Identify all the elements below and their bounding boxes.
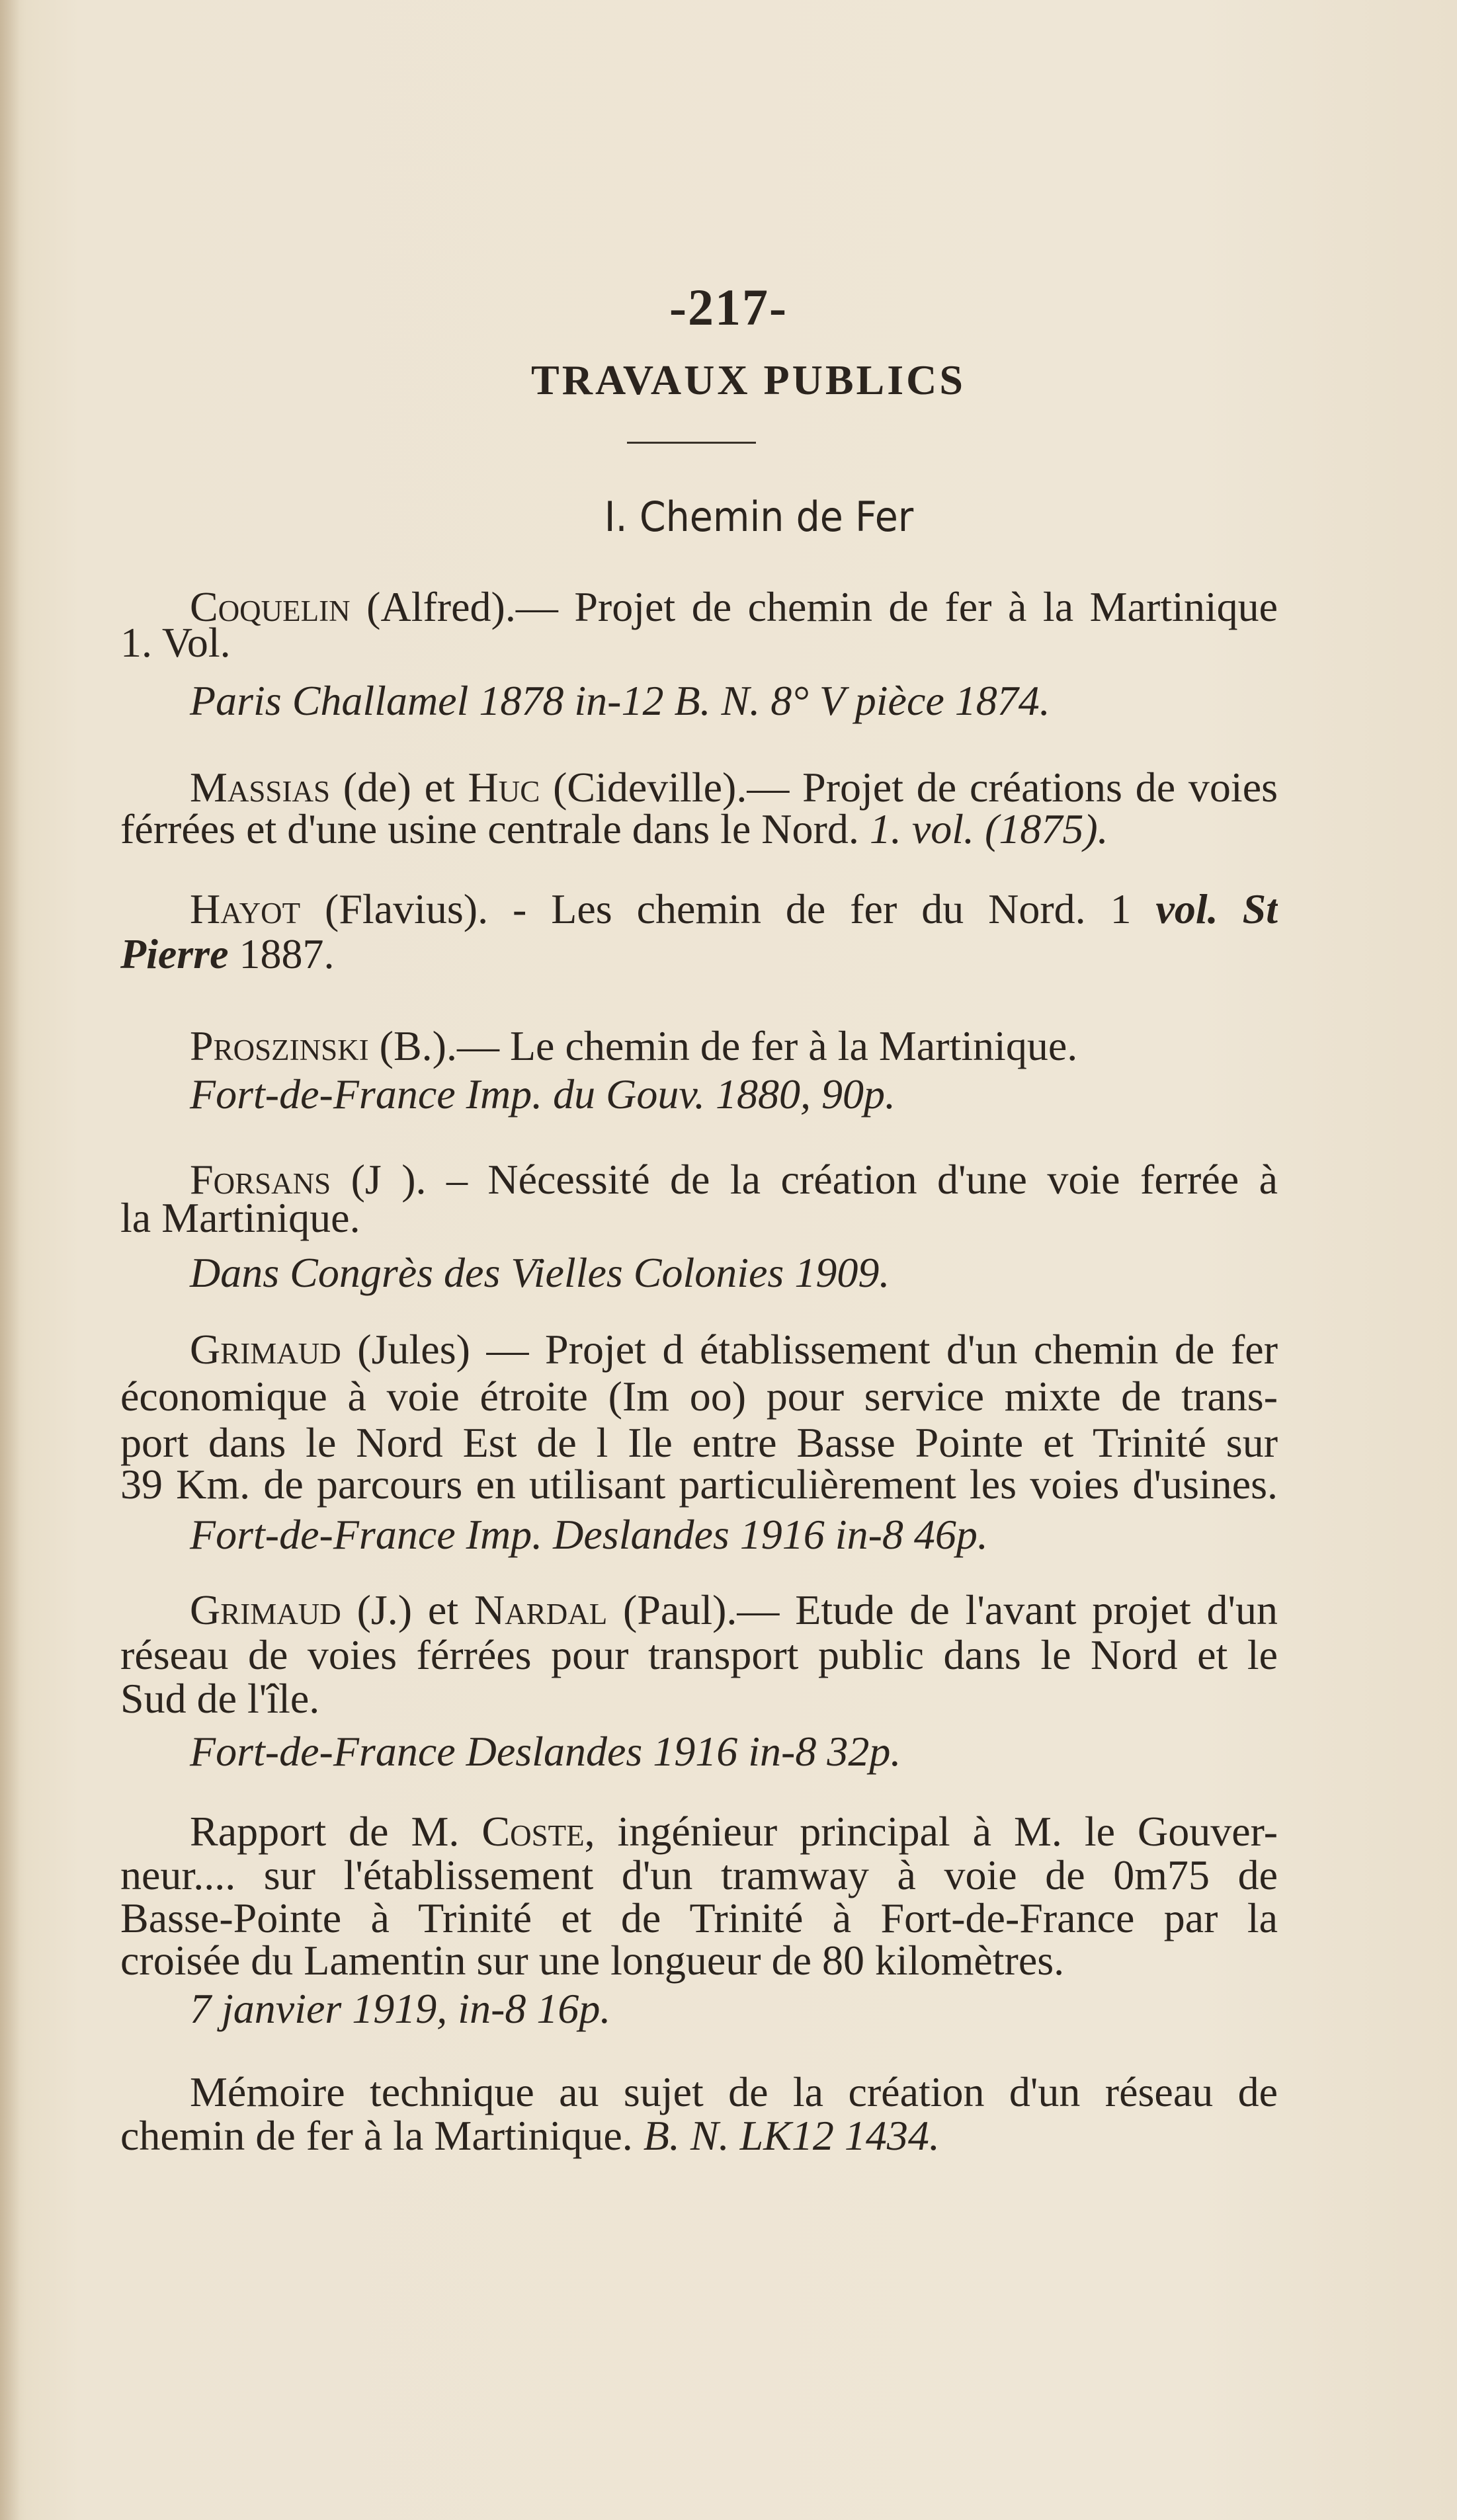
text-segment: Basse-Pointe à Trinité et de Trinité à Fort-de-France par la <box>120 1894 1278 1941</box>
text-segment: férrées et d'une usine centrale dans le Nord. <box>120 805 870 852</box>
publication-info: 7 janvier 1919, in-8 16p. <box>190 1985 611 2032</box>
text-segment: (J ). – Nécessité de la création d'une voie ferrée à <box>331 1156 1278 1203</box>
text-line <box>190 1585 1278 1635</box>
text-line <box>190 1510 988 1560</box>
text-line <box>190 884 1278 934</box>
author-name: Huc <box>468 764 540 811</box>
publication-info: Dans Congrès des Vielles Colonies 1909. <box>190 1249 890 1296</box>
author-name: Proszinski <box>190 1022 369 1069</box>
text-line <box>190 1807 1278 1857</box>
text-segment: croisée du Lamentin sur une longueur de 80 kilomètres. <box>120 1937 1065 1984</box>
text-line <box>120 618 231 668</box>
text-segment: (de) et <box>329 764 468 811</box>
text-segment: réseau de voies férrées pour transport public dans le Nord et le <box>120 1631 1278 1678</box>
text-line <box>190 1324 1278 1375</box>
page-number: -217- <box>669 278 788 336</box>
text-line <box>120 1674 319 1724</box>
title-divider <box>627 442 756 444</box>
author-name: Grimaud <box>190 1586 341 1633</box>
text-segment: économique à voie étroite (Im oo) pour service mixte de trans- <box>120 1373 1278 1420</box>
text-segment: port dans le Nord Est de l Ile entre Basse Pointe et Trinité sur <box>120 1419 1278 1466</box>
text-segment: Mémoire technique au sujet de la création d'un réseau de <box>190 2068 1278 2115</box>
text-segment: Rapport de M. <box>190 1808 482 1855</box>
text-line <box>190 2067 1278 2117</box>
author-name: Coste <box>481 1808 585 1855</box>
text-line <box>190 1984 610 2034</box>
text-line <box>120 804 1108 854</box>
text-segment: Sud de l'île. <box>120 1675 320 1722</box>
section-heading: I. Chemin de Fer <box>604 493 914 541</box>
text-line <box>190 1069 895 1119</box>
author-name: Coquelin <box>190 583 351 630</box>
text-segment: chemin de fer à la Martinique. <box>120 2112 644 2159</box>
text-line <box>190 676 1050 726</box>
publication-info: 1. vol. (1875). <box>869 805 1108 852</box>
author-name: Nardal <box>474 1586 608 1633</box>
text-line <box>120 1935 1064 1986</box>
text-line <box>120 1371 1278 1422</box>
publication-info: Fort-de-France Deslandes 1916 in-8 32p. <box>190 1728 901 1775</box>
text-segment: (B.).— Le chemin de fer à la Martinique. <box>368 1022 1078 1069</box>
text-segment: (Flavius). - Les chemin de fer du Nord. 1 <box>300 885 1156 932</box>
publication-info: Fort-de-France Imp. Deslandes 1916 in-8 46p. <box>190 1511 988 1558</box>
text-segment: (J.) et <box>341 1586 474 1633</box>
page-title: TRAVAUX PUBLICS <box>531 356 966 403</box>
text-line <box>120 2111 940 2161</box>
text-segment: , ingénieur principal à M. le Gouver- <box>584 1808 1278 1855</box>
publication-info: Pierre <box>120 930 229 977</box>
text-line <box>120 929 335 979</box>
text-segment: (Cideville).— Projet de créations de voies <box>540 764 1278 811</box>
publication-info: B. N. LK12 1434. <box>643 2112 940 2159</box>
publication-info: vol. St <box>1155 885 1278 932</box>
author-name: Grimaud <box>190 1326 341 1373</box>
text-line <box>190 1021 1077 1071</box>
author-name: Massias <box>190 764 330 811</box>
author-name: Hayot <box>190 885 301 932</box>
text-segment: 1. Vol. <box>120 619 231 666</box>
text-line <box>190 1727 901 1777</box>
text-segment: 1887. <box>228 930 335 977</box>
text-line <box>120 1459 1278 1510</box>
text-segment: (Jules) — Projet d établissement d'un chemin de fer <box>341 1326 1278 1373</box>
text-line <box>190 1248 890 1298</box>
text-line <box>120 1193 360 1243</box>
publication-info: Paris Challamel 1878 in-12 B. N. 8° V pièce 1874. <box>190 677 1050 724</box>
text-segment: la Martinique. <box>120 1194 360 1241</box>
publication-info: Fort-de-France Imp. du Gouv. 1880, 90p. <box>190 1071 896 1118</box>
text-line <box>190 582 1278 632</box>
author-name: Forsans <box>190 1156 331 1203</box>
text-segment: neur.... sur l'établissement d'un tramway à voie de 0m75 de <box>120 1851 1278 1898</box>
text-segment: 39 Km. de parcours en utilisant particulièrement les voies d'usines. <box>120 1461 1278 1508</box>
text-segment: (Alfred).— Projet de chemin de fer à la Martinique <box>350 583 1278 630</box>
text-segment: (Paul).— Etude de l'avant projet d'un <box>607 1586 1278 1633</box>
text-line <box>120 1630 1278 1680</box>
